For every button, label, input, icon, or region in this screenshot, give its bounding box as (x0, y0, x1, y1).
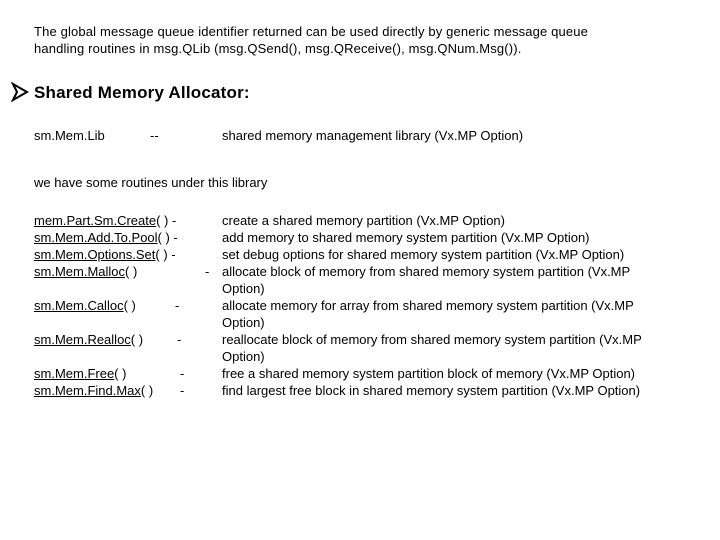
routine-name-row (34, 246, 214, 263)
routine-link[interactable]: mem.Part.Sm.Create (34, 213, 157, 228)
routine-name-row (34, 382, 214, 399)
routine-dash: - (175, 298, 180, 313)
routine-suffix: ( ) - (156, 213, 177, 228)
routine-dash: - (180, 366, 185, 381)
routine-name-row (34, 212, 214, 229)
routine-description: add memory to shared memory system partition (Vx.MP Option) (222, 230, 590, 245)
arrow-bullet-icon (11, 82, 29, 102)
routine-link[interactable]: sm.Mem.Malloc (34, 264, 126, 279)
library-name: sm.Mem.Lib (34, 128, 105, 143)
routine-name-row (34, 263, 214, 280)
intro-line: handling routines in msg.QLib (msg.QSend(), msg.QReceive(), msg.QNum.Msg()). (34, 41, 522, 56)
routine-description: allocate block of memory from shared memory system partition (Vx.MP (222, 264, 631, 279)
routine-dash: - (180, 383, 185, 398)
routine-description: Option) (222, 281, 265, 296)
routine-suffix: ( ) - (157, 230, 178, 245)
routine-link[interactable]: sm.Mem.Find.Max (34, 383, 141, 398)
routine-description: reallocate block of memory from shared memory system partition (Vx.MP (222, 332, 642, 347)
routine-description: free a shared memory system partition block of memory (Vx.MP Option) (222, 366, 636, 381)
intro-paragraph (34, 23, 588, 57)
routine-description: Option) (222, 315, 265, 330)
library-separator: -- (150, 128, 159, 143)
intro-line: The global message queue identifier returned can be used directly by generic message queue (34, 24, 589, 39)
routine-name-row (34, 365, 214, 382)
routine-suffix: ( ) - (155, 247, 176, 262)
routine-description: set debug options for shared memory system partition (Vx.MP Option) (222, 247, 625, 262)
routine-suffix: ( ) (140, 383, 154, 398)
routine-dash: - (205, 264, 210, 279)
section-heading: Shared Memory Allocator: (34, 83, 250, 102)
routine-link[interactable]: sm.Mem.Free (34, 366, 115, 381)
routine-name-row (34, 331, 214, 348)
routine-description: create a shared memory partition (Vx.MP Option) (222, 213, 505, 228)
routine-link[interactable]: sm.Mem.Add.To.Pool (34, 230, 158, 245)
routine-description: Option) (222, 349, 265, 364)
routine-description-list (222, 212, 718, 399)
routine-suffix: ( ) (123, 298, 136, 313)
routine-name-row (34, 297, 214, 314)
routine-link[interactable]: sm.Mem.Options.Set (34, 247, 156, 262)
routine-link[interactable]: sm.Mem.Calloc (34, 298, 124, 313)
routines-note: we have some routines under this library (34, 175, 268, 190)
routine-description: find largest free block in shared memory system partition (Vx.MP Option) (222, 383, 641, 398)
routine-description: allocate memory for array from shared memory system partition (Vx.MP (222, 298, 634, 313)
routine-suffix: ( ) (125, 264, 138, 279)
library-description: shared memory management library (Vx.MP Option) (222, 128, 524, 143)
routine-name-row (34, 229, 214, 246)
routine-suffix: ( ) (130, 332, 144, 347)
routine-link[interactable]: sm.Mem.Realloc (34, 332, 131, 347)
routine-dash: - (177, 332, 182, 347)
routine-suffix: ( ) (114, 366, 127, 381)
routine-name-list (34, 212, 214, 399)
